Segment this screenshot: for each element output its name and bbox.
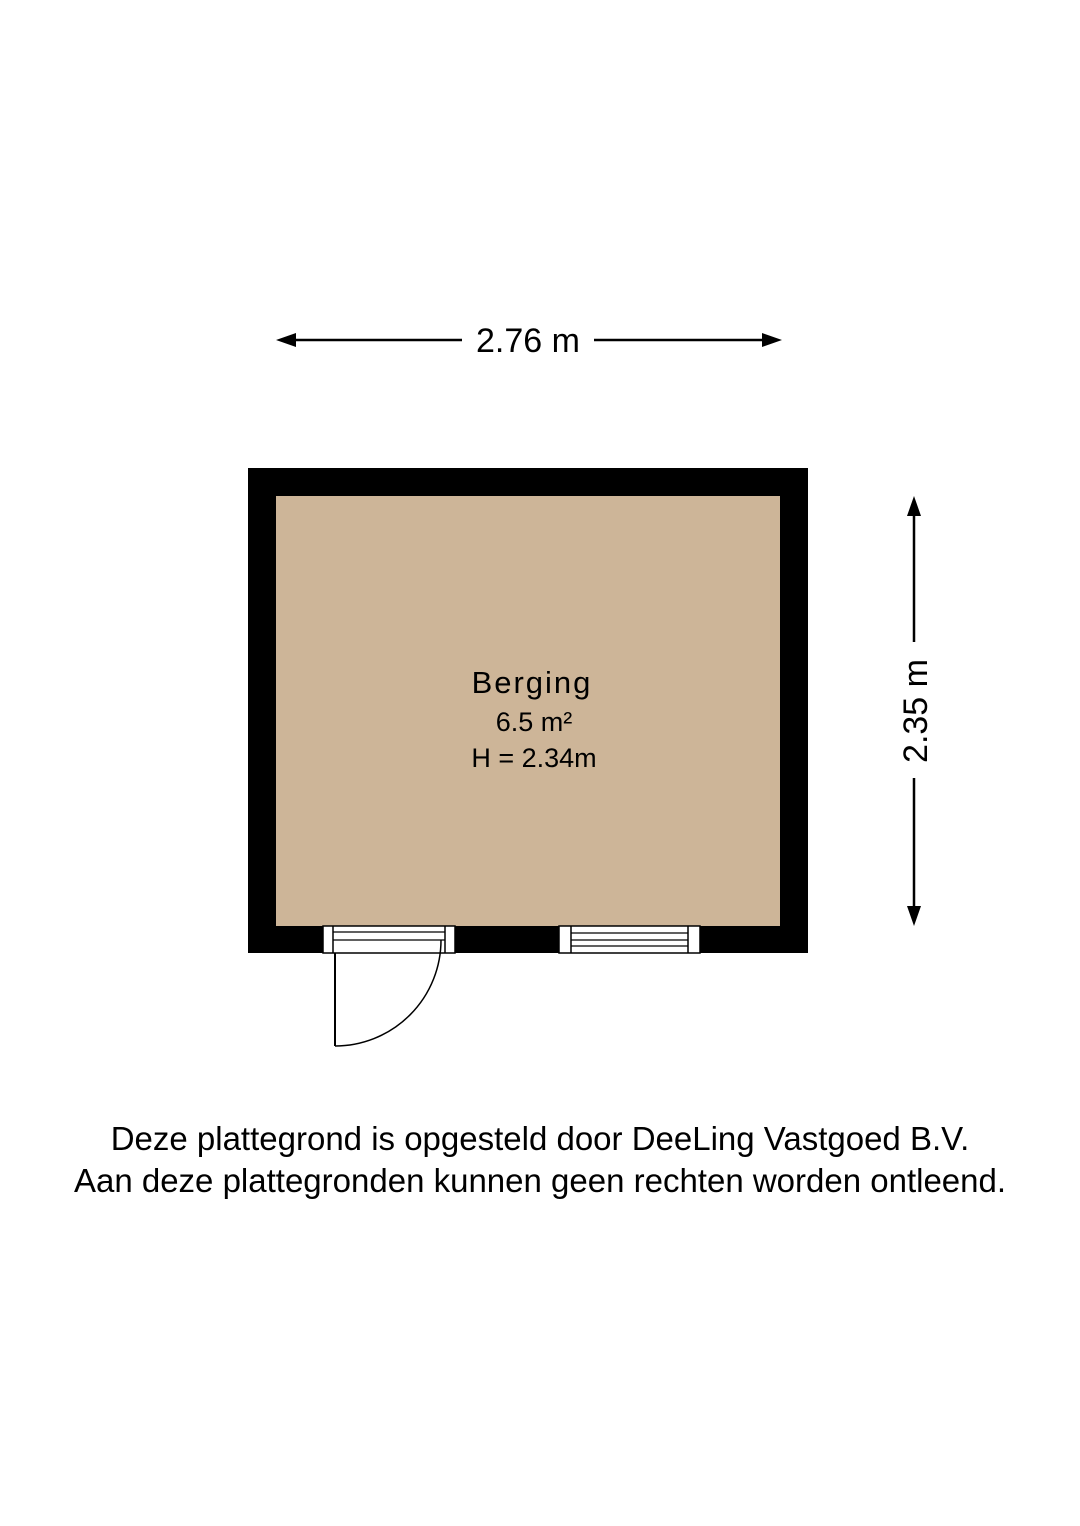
width-dimension-label: 2.76 m (476, 322, 580, 360)
disclaimer-line-2: Aan deze plattegronden kunnen geen rechten worden ontleend. (73, 1162, 1007, 1199)
wall-top (248, 468, 808, 496)
width-arrow-left-icon (276, 333, 296, 347)
disclaimer (0, 1118, 1080, 1202)
wall-bottom-right (700, 926, 808, 953)
depth-dimension (897, 496, 935, 926)
depth-dimension-label: 2.35 m (897, 659, 935, 763)
width-arrow-right-icon (762, 333, 782, 347)
wall-right (780, 468, 808, 953)
room-name: Berging (471, 665, 593, 700)
disclaimer-line-1: Deze plattegrond is opgesteld door DeeLing Vastgoed B.V. (110, 1120, 970, 1157)
window (559, 926, 700, 953)
wall-bottom-middle (455, 926, 559, 953)
door (323, 926, 455, 1046)
wall-left (248, 468, 276, 953)
depth-arrow-top-icon (907, 496, 921, 516)
depth-arrow-bottom-icon (907, 906, 921, 926)
wall-bottom-left (248, 926, 323, 953)
room-height: H = 2.34m (471, 743, 597, 773)
room-area: 6.5 m² (495, 707, 573, 737)
width-dimension (276, 322, 782, 360)
door-swing-arc (335, 940, 441, 1046)
